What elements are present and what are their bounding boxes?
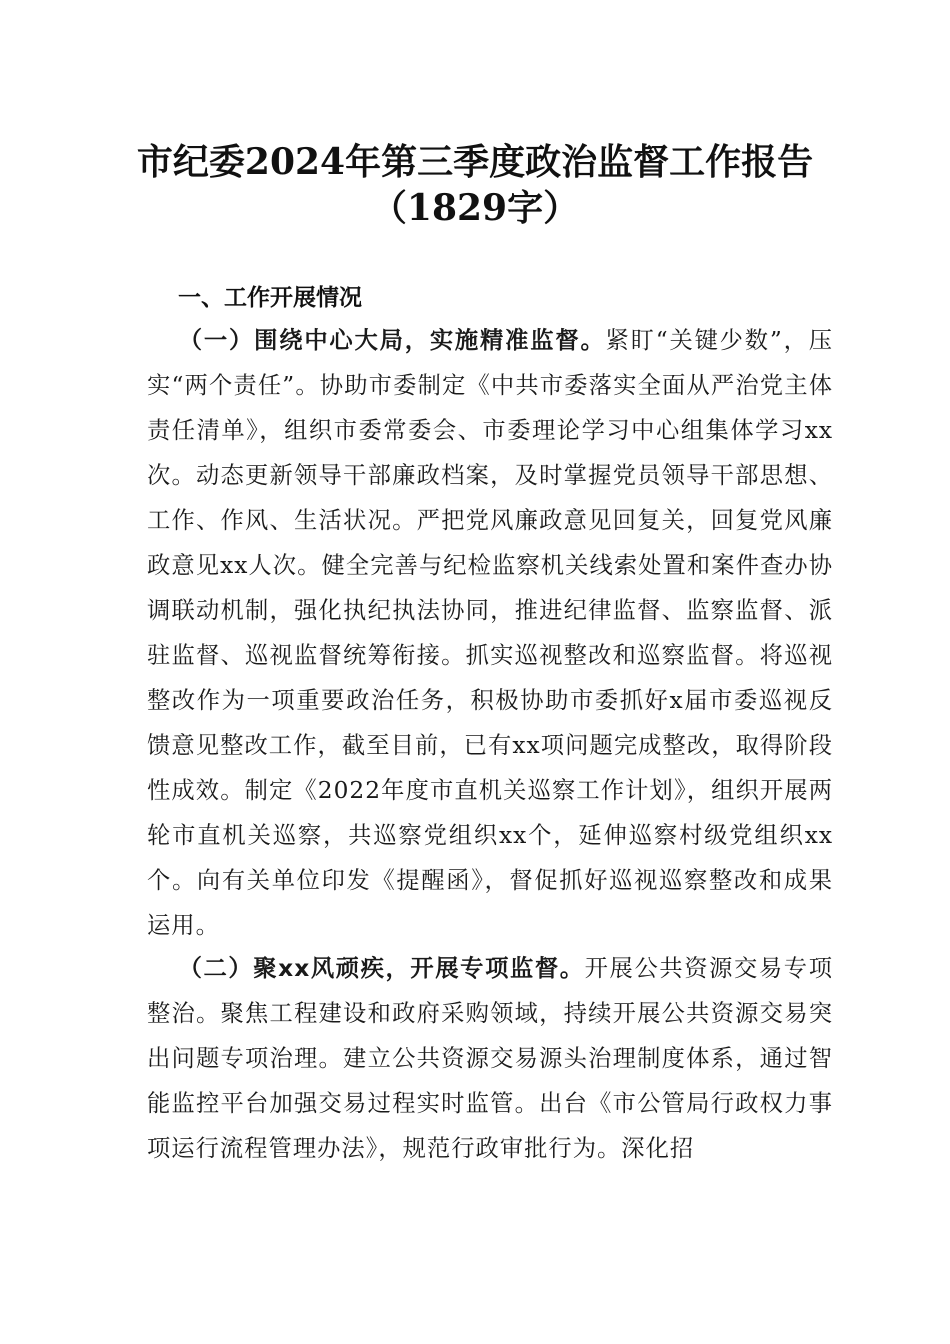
paragraph-2-lead: （二）聚xx风顽疾，开展专项监督。 bbox=[178, 955, 585, 982]
document-title: 市纪委2024年第三季度政治监督工作报告 bbox=[136, 141, 814, 183]
paragraph-2-body: 开展公共资源交易专项整治。聚焦工程建设和政府采购领域，持续开展公共资源交易突出问题专项治理。建立公共资源交易源头治理制度体系，通过智能监控平台加强交易过程实时监管。出台《市公管局行政权力事项运行流程管理办法》，规范行政审批行为。深化招 bbox=[147, 955, 833, 1162]
paragraph-1-body: 紧盯“关键少数”，压实“两个责任”。协助市委制定《中共市委落实全面从严治党主体责任清单》，组织市委常委会、市委理论学习中心组集体学习xx次。动态更新领导干部廉政档案，及时掌握党员领导干部思想、工作、作风、生活状况。严把党风廉政意见回复关，回复党风廉政意见xx人次。健全完善与纪检监察机关线索处置和案件查办协调联动机制，强化执纪执法协同，推进纪律监督、监察监督、派驻监督、巡视监督统筹衔接。抓实巡视整改和巡察监督。将巡视整改作为一项重要政治任务，积极协助市委抓好x届市委巡视反馈意见整改工作，截至目前，已有xx项问题完成整改，取得阶段性成效。制定《2022年度市直机关巡察工作计划》，组织开展两轮市直机关巡察，共巡察党组织xx个，延伸巡察村级党组织xx个。向有关单位印发《提醒函》，督促抓好巡视巡察整改和成果运用。 bbox=[147, 327, 833, 939]
paragraph-1 bbox=[147, 318, 833, 948]
section-heading: 一、工作开展情况 bbox=[178, 285, 362, 311]
paragraph-1-lead: （一）围绕中心大局，实施精准监督。 bbox=[178, 327, 606, 354]
paragraph-2 bbox=[147, 946, 833, 1171]
document-word-count: （1829字） bbox=[370, 187, 580, 229]
